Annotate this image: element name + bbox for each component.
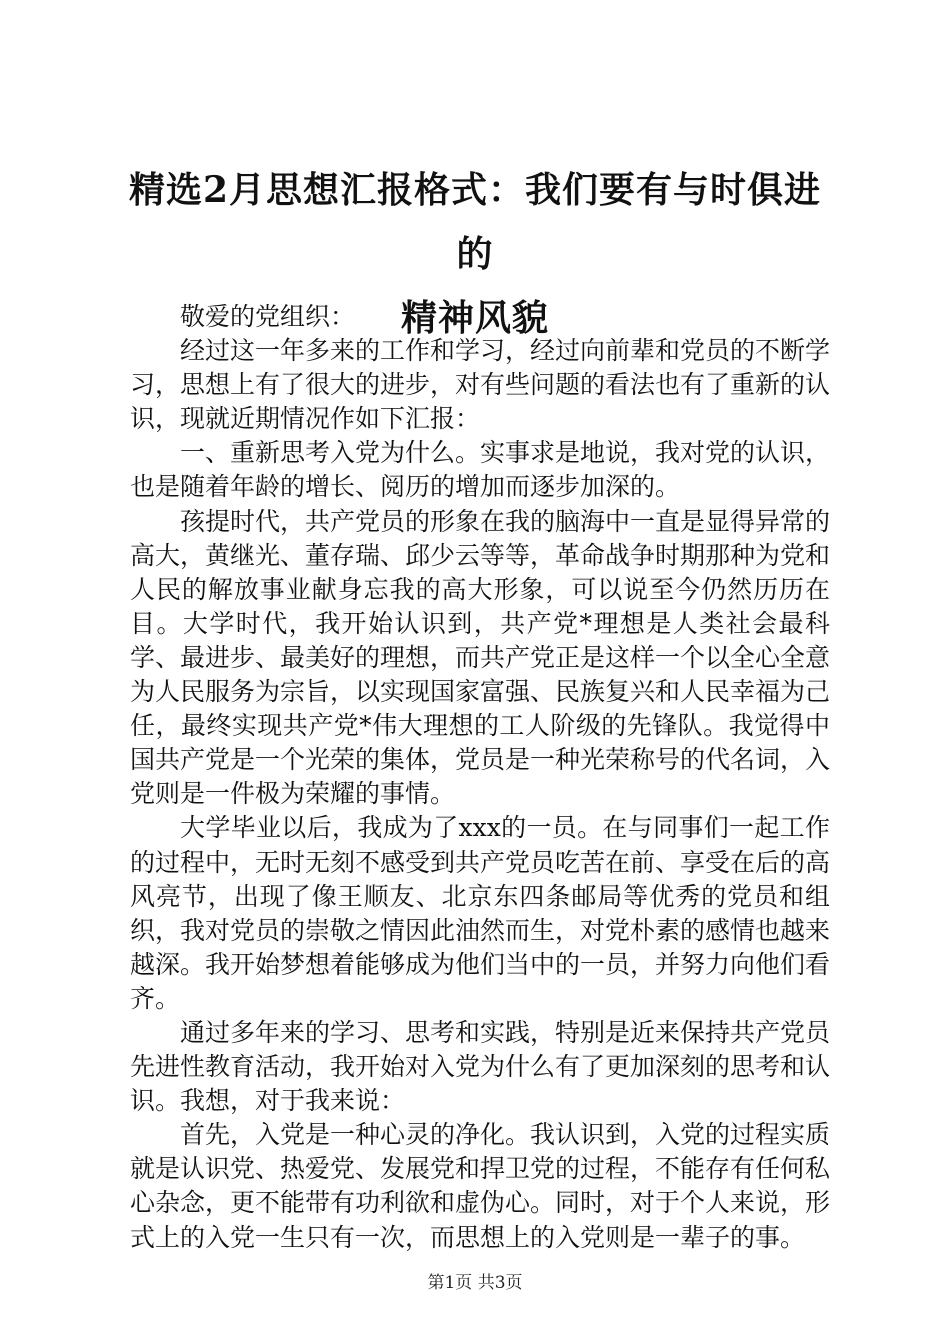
title-line-1: 精选2月思想汇报格式：我们要有与时俱进的 [128,169,822,275]
document-body [130,300,830,1255]
paragraph-2: 一、重新思考入党为什么。实事求是地说，我对党的认识，也是随着年龄的增长、阅历的增加而逐步加深的。 [130,438,831,502]
paragraph-3: 孩提时代，共产党员的形象在我的脑海中一直是显得异常的高大，黄继光、董存瑞、邱少云等等，革命战争时期那种为党和人民的解放事业献身忘我的高大形象，可以说至今仍然历历在目。大学时代，我开始认识到，共产党*理想是人类社会最科学、最进步、最美好的理想，而共产党正是这样一个以全心全意为人民服务为宗旨，以实现国家富强、民族复兴和人民幸福为己任，最终实现共产党*伟大理想的工人阶级的先锋队。我觉得中国共产党是一个光荣的集体，党员是一种光荣称号的代名词，入党则是一件极为荣耀的事情。 [130,506,831,809]
title-line-2: 精神风貌 [400,297,549,339]
paragraph-6: 首先，入党是一种心灵的净化。我认识到，入党的过程实质就是认识党、热爱党、发展党和捍卫党的过程，不能存有任何私心杂念，更不能带有功利欲和虚伪心。同时，对于个人来说，形式上的入党一生只有一次，而思想上的入党则是一辈子的事。 [130,1120,831,1252]
salutation: 敬爱的党组织： [180,302,356,331]
page-number-footer: 第1页 共3页 [427,1273,523,1293]
paragraph-4: 大学毕业以后，我成为了xxx的一员。在与同事们一起工作的过程中，无时无刻不感受到共产党员吃苦在前、享受在后的高风亮节，出现了像王顺友、北京东四条邮局等优秀的党员和组织，我对党员的崇敬之情因此油然而生，对党朴素的感情也越来越深。我开始梦想着能够成为他们当中的一员，并努力向他们看齐。 [130,813,831,1013]
paragraph-1: 经过这一年多来的工作和学习，经过向前辈和党员的不断学习，思想上有了很大的进步，对有些问题的看法也有了重新的认识，现就近期情况作如下汇报： [130,336,831,434]
paragraph-5: 通过多年来的学习、思考和实践，特别是近来保持共产党员先进性教育活动，我开始对入党为什么有了更加深刻的思考和认识。我想，对于我来说： [130,1017,831,1116]
